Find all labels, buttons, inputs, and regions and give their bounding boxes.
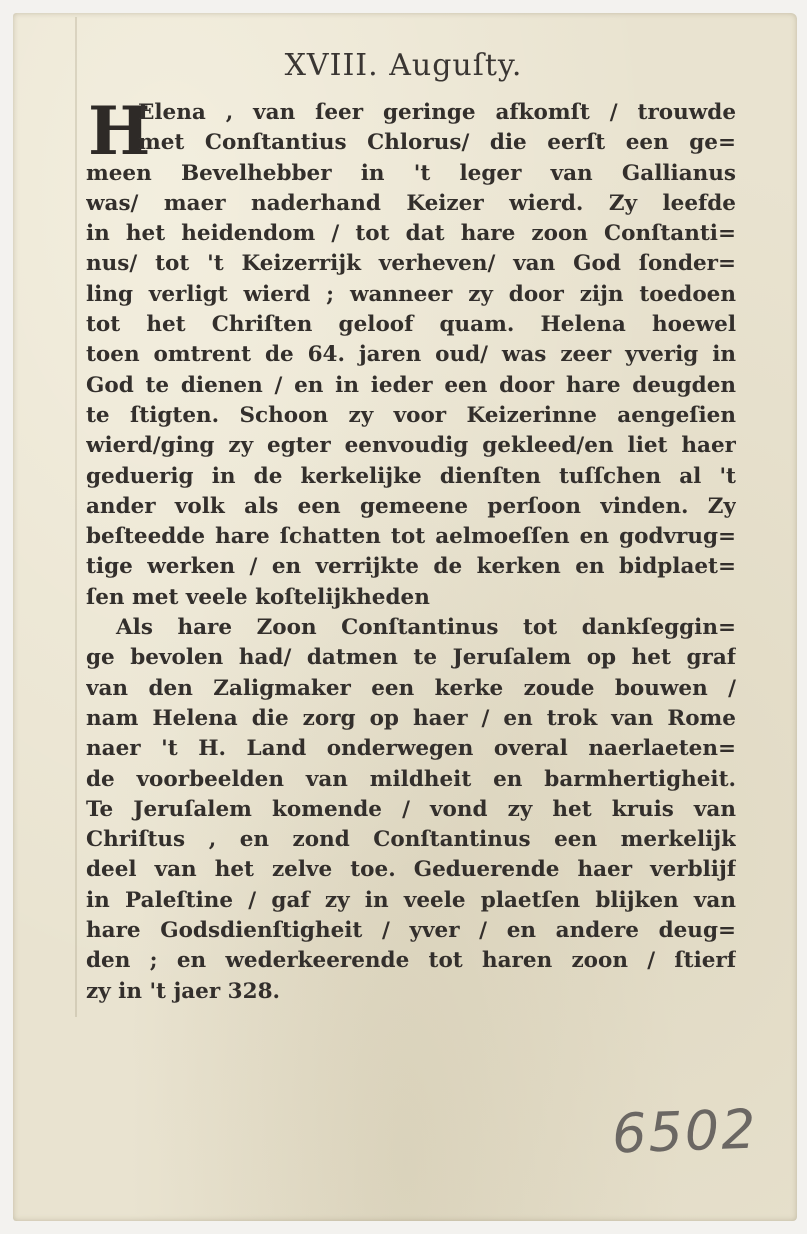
text-line: in Paleſtine / gaf zy in veele plaetſen blijken van: [86, 887, 736, 913]
text-line: van den Zaligmaker een kerke zoude bouwen /: [86, 675, 736, 701]
text-line: tot het Chriſten geloof quam. Helena hoewel: [86, 312, 736, 338]
handwritten-catalog-number: 6502: [610, 1097, 759, 1166]
text-line: nam Helena die zorg op haer / en trok van Rome: [86, 705, 736, 731]
page-title: XVIII. Auguſty.: [284, 48, 523, 83]
body-text: [86, 92, 736, 1007]
text-line: toen omtrent de 64. jaren oud/ was zeer yverig in: [86, 342, 736, 368]
text-line: ſen met veele koſtelijkheden: [86, 584, 430, 610]
text-line: was/ maer naderhand Keizer wierd. Zy leefde: [86, 190, 736, 216]
text-line: de voorbeelden van mildheit en barmhertigheit.: [86, 766, 736, 792]
text-line: ge bevolen had/ datmen te Jeruſalem op het graf: [86, 645, 736, 671]
text-line: Als hare Zoon Conſtantinus tot dankſeggin=: [116, 615, 736, 641]
text-line: God te dienen / en in ieder een door hare deugden: [86, 372, 736, 398]
text-line: hare Godsdienſtigheit / yver / en andere deug=: [86, 918, 736, 944]
text-line: den ; en wederkeerende tot haren zoon / ſtierf: [86, 948, 736, 974]
text-line: beſteedde hare ſchatten tot aelmoeſſen en godvrug=: [86, 524, 736, 550]
text-line: te ſtigten. Schoon zy voor Keizerinne aengeſien: [86, 402, 736, 428]
text-line: in het heidendom / tot dat hare zoon Conſtanti=: [86, 221, 736, 247]
text-line: wierd/ging zy egter eenvoudig gekleed/en liet haer: [86, 433, 736, 459]
text-line: zy in 't jaer 328.: [86, 978, 281, 1004]
text-line: naer 't H. Land onderwegen overal naerlaeten=: [86, 736, 736, 762]
text-line: ling verligt wierd ; wanneer zy door zijn toedoen: [86, 281, 736, 307]
text-line: geduerig in de kerkelijke dienſten tuſſchen al 't: [86, 463, 736, 489]
text-line: tige werken / en verrijkte de kerken en bidplaet=: [86, 554, 736, 580]
text-line: deel van het zelve toe. Geduerende haer verblijf: [86, 857, 736, 883]
text-line: nus/ tot 't Keizerrijk verheven/ van God ſonder=: [86, 251, 736, 277]
text-line: Te Jeruſalem komende / vond zy het kruis van: [86, 796, 736, 822]
text-line: met Conſtantius Chlorus/ die eerſt een ge=: [138, 130, 736, 156]
text-line: meen Bevelhebber in 't leger van Gallianus: [86, 160, 736, 186]
text-line: ander volk als een gemeene perſoon vinden. Zy: [86, 493, 736, 519]
text-line: Elena , van ſeer geringe afkomſt / trouwde: [138, 100, 736, 125]
text-line: Chriſtus , en zond Conſtantinus een merkelijk: [86, 827, 736, 853]
drop-cap: H: [88, 92, 151, 170]
